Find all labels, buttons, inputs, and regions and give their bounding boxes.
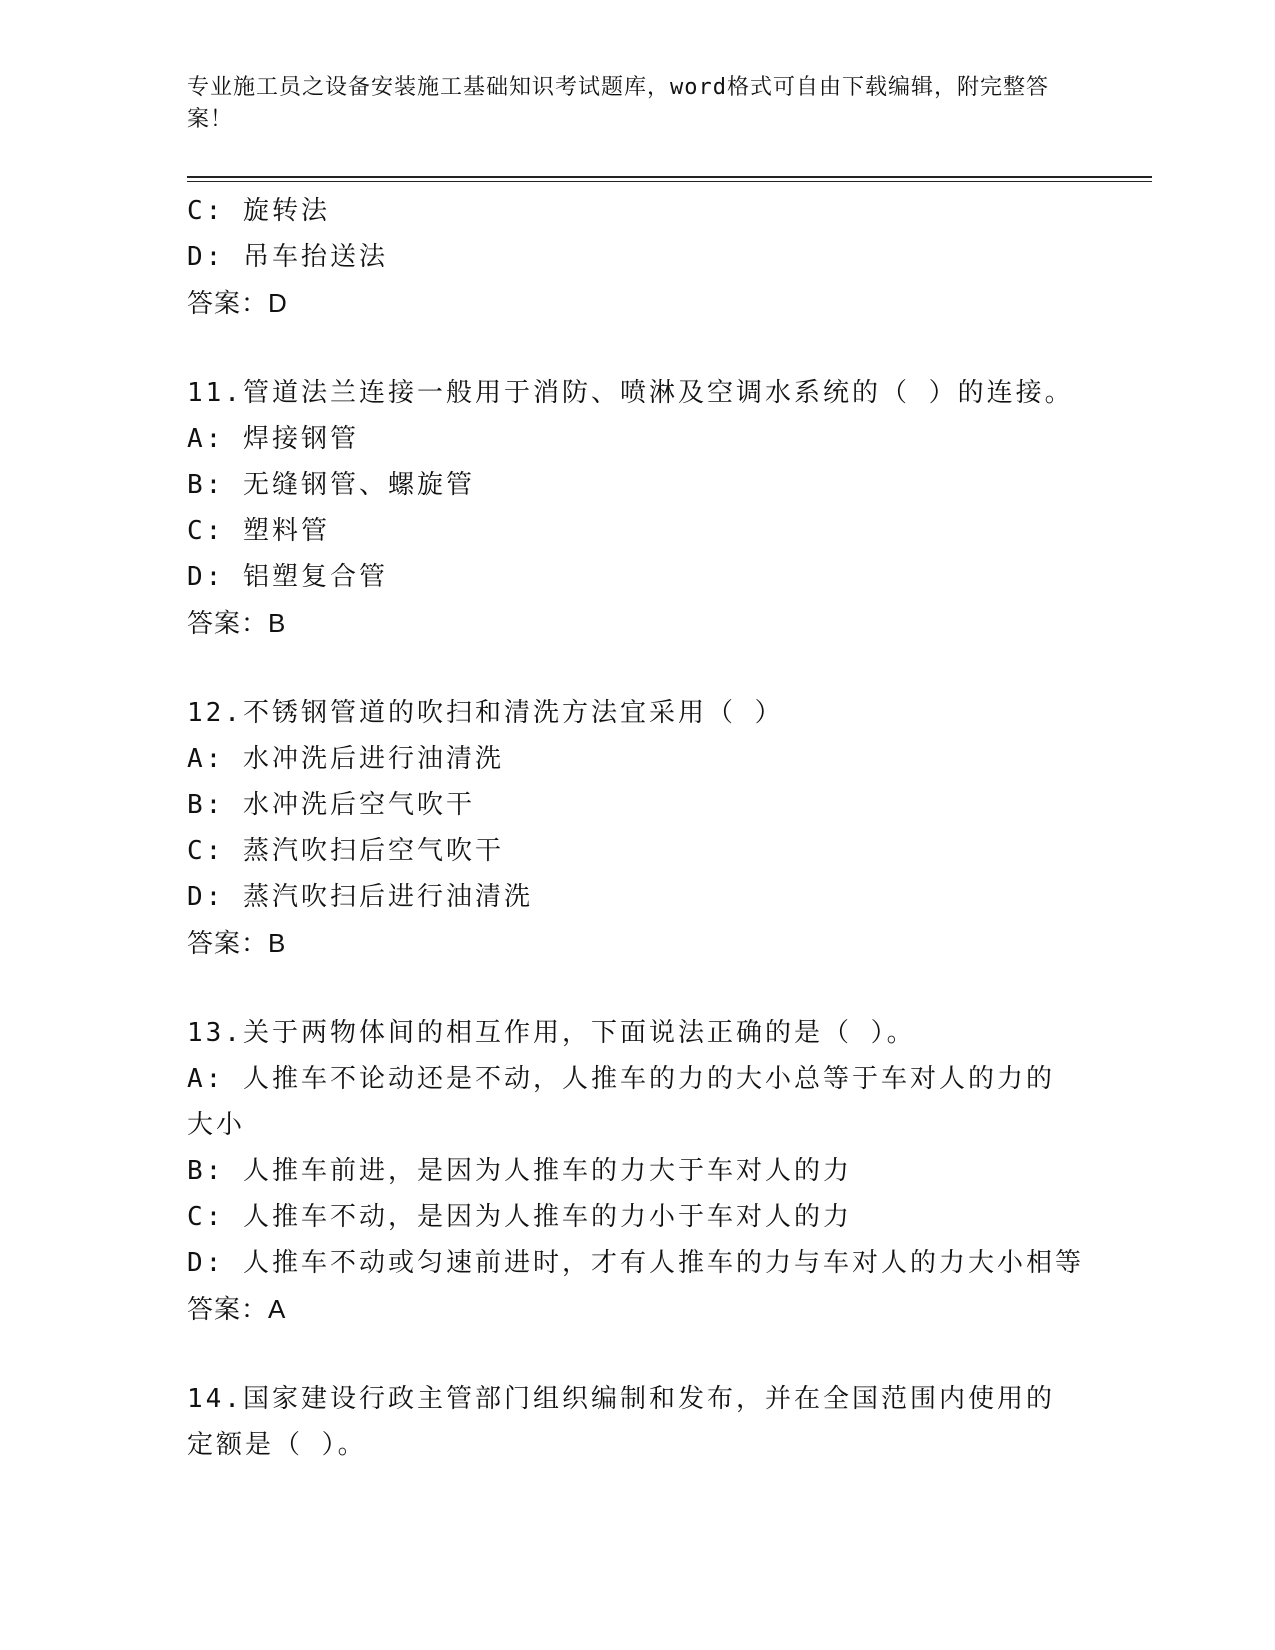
option-b: B: 无缝钢管、螺旋管 <box>187 470 475 500</box>
question-text: 12.不锈钢管道的吹扫和清洗方法宜采用（ ） <box>187 698 784 728</box>
option-a: A: 水冲洗后进行油清洗 <box>187 744 504 774</box>
option-d: D: 铝塑复合管 <box>187 562 388 592</box>
header-divider-thick <box>187 176 1152 178</box>
spacer <box>187 646 1087 690</box>
option-c: C: 塑料管 <box>187 516 330 546</box>
spacer <box>187 966 1087 1010</box>
answer-line: 答案：A <box>187 1294 287 1324</box>
option-a: A: 人推车不论动还是不动，人推车的力的大小总等于车对人的力的大小 <box>187 1064 1055 1140</box>
question-text: 13.关于两物体间的相互作用，下面说法正确的是（ ）。 <box>187 1018 916 1048</box>
option-a: A: 焊接钢管 <box>187 424 359 454</box>
question-11 <box>187 370 1087 646</box>
option-d: D: 人推车不动或匀速前进时，才有人推车的力与车对人的力大小相等 <box>187 1248 1084 1278</box>
question-14 <box>187 1376 1087 1468</box>
option-c: C: 旋转法 <box>187 196 330 226</box>
answer-line: 答案：B <box>187 608 287 638</box>
answer-line: 答案：D <box>187 288 288 318</box>
header-divider-thin <box>187 181 1152 182</box>
option-d: D: 吊车抬送法 <box>187 242 388 272</box>
spacer <box>187 1332 1087 1376</box>
question-10-continued <box>187 188 1087 326</box>
spacer <box>187 326 1087 370</box>
option-c: C: 蒸汽吹扫后空气吹干 <box>187 836 504 866</box>
question-text: 14.国家建设行政主管部门组织编制和发布，并在全国范围内使用的定额是（ ）。 <box>187 1384 1055 1460</box>
option-d: D: 蒸汽吹扫后进行油清洗 <box>187 882 533 912</box>
option-b: B: 水冲洗后空气吹干 <box>187 790 475 820</box>
option-c: C: 人推车不动，是因为人推车的力小于车对人的力 <box>187 1202 852 1232</box>
document-header: 专业施工员之设备安装施工基础知识考试题库，word格式可自由下载编辑，附完整答案！ <box>187 75 1049 132</box>
answer-line: 答案：B <box>187 928 287 958</box>
question-12 <box>187 690 1087 966</box>
question-13 <box>187 1010 1087 1332</box>
option-b: B: 人推车前进，是因为人推车的力大于车对人的力 <box>187 1156 852 1186</box>
question-list <box>187 188 1087 1468</box>
question-text: 11.管道法兰连接一般用于消防、喷淋及空调水系统的（ ）的连接。 <box>187 378 1074 408</box>
